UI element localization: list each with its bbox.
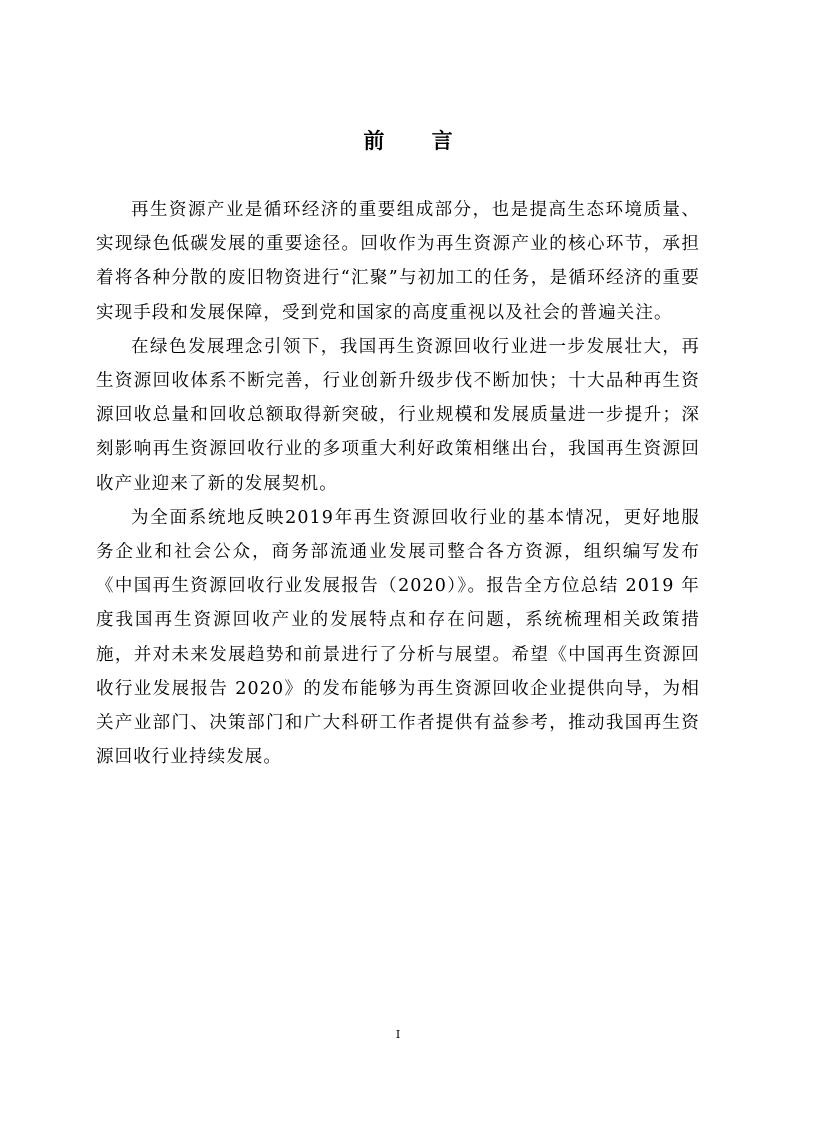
paragraph-1: 再生资源产业是循环经济的重要组成部分，也是提高生态环境质量、实现绿色低碳发展的重要途径。回收作为再生资源产业的核心环节，承担着将各种分散的废旧物资进行“汇聚”与初加工的任务，是循环经济的重要实现手段和发展保障，受到党和国家的高度重视以及社会的普遍关注。 [96, 200, 700, 323]
page-title: 前 言 [363, 128, 473, 153]
paragraph-3: 为全面系统地反映2019年再生资源回收行业的基本情况，更好地服务企业和社会公众，商务部流通业发展司整合各方资源，组织编写发布《中国再生资源回收行业发展报告（2020）》。报告全方位总结 2019 年度我国再生资源回收产业的发展特点和存在问题，系统梳理相关政策措施，并对未来发展趋势和前景进行了分析与展望。希望《中国再生资源回收行业发展报告 2020》的发布能够为再生资源回收企业提供向导，为相关产业部门、决策部门和广大科研工作者提供有益参考，推动我国再生资源回收行业持续发展。 [96, 507, 700, 768]
page-number: I [395, 1028, 401, 1041]
paragraph-2: 在绿色发展理念引领下，我国再生资源回收行业进一步发展壮大，再生资源回收体系不断完善，行业创新升级步伐不断加快；十大品种再生资源回收总量和回收总额取得新突破，行业规模和发展质量进一步提升；深刻影响再生资源回收行业的多项重大利好政策相继出台，我国再生资源回收产业迎来了新的发展契机。 [96, 336, 700, 494]
body-text [96, 193, 700, 774]
